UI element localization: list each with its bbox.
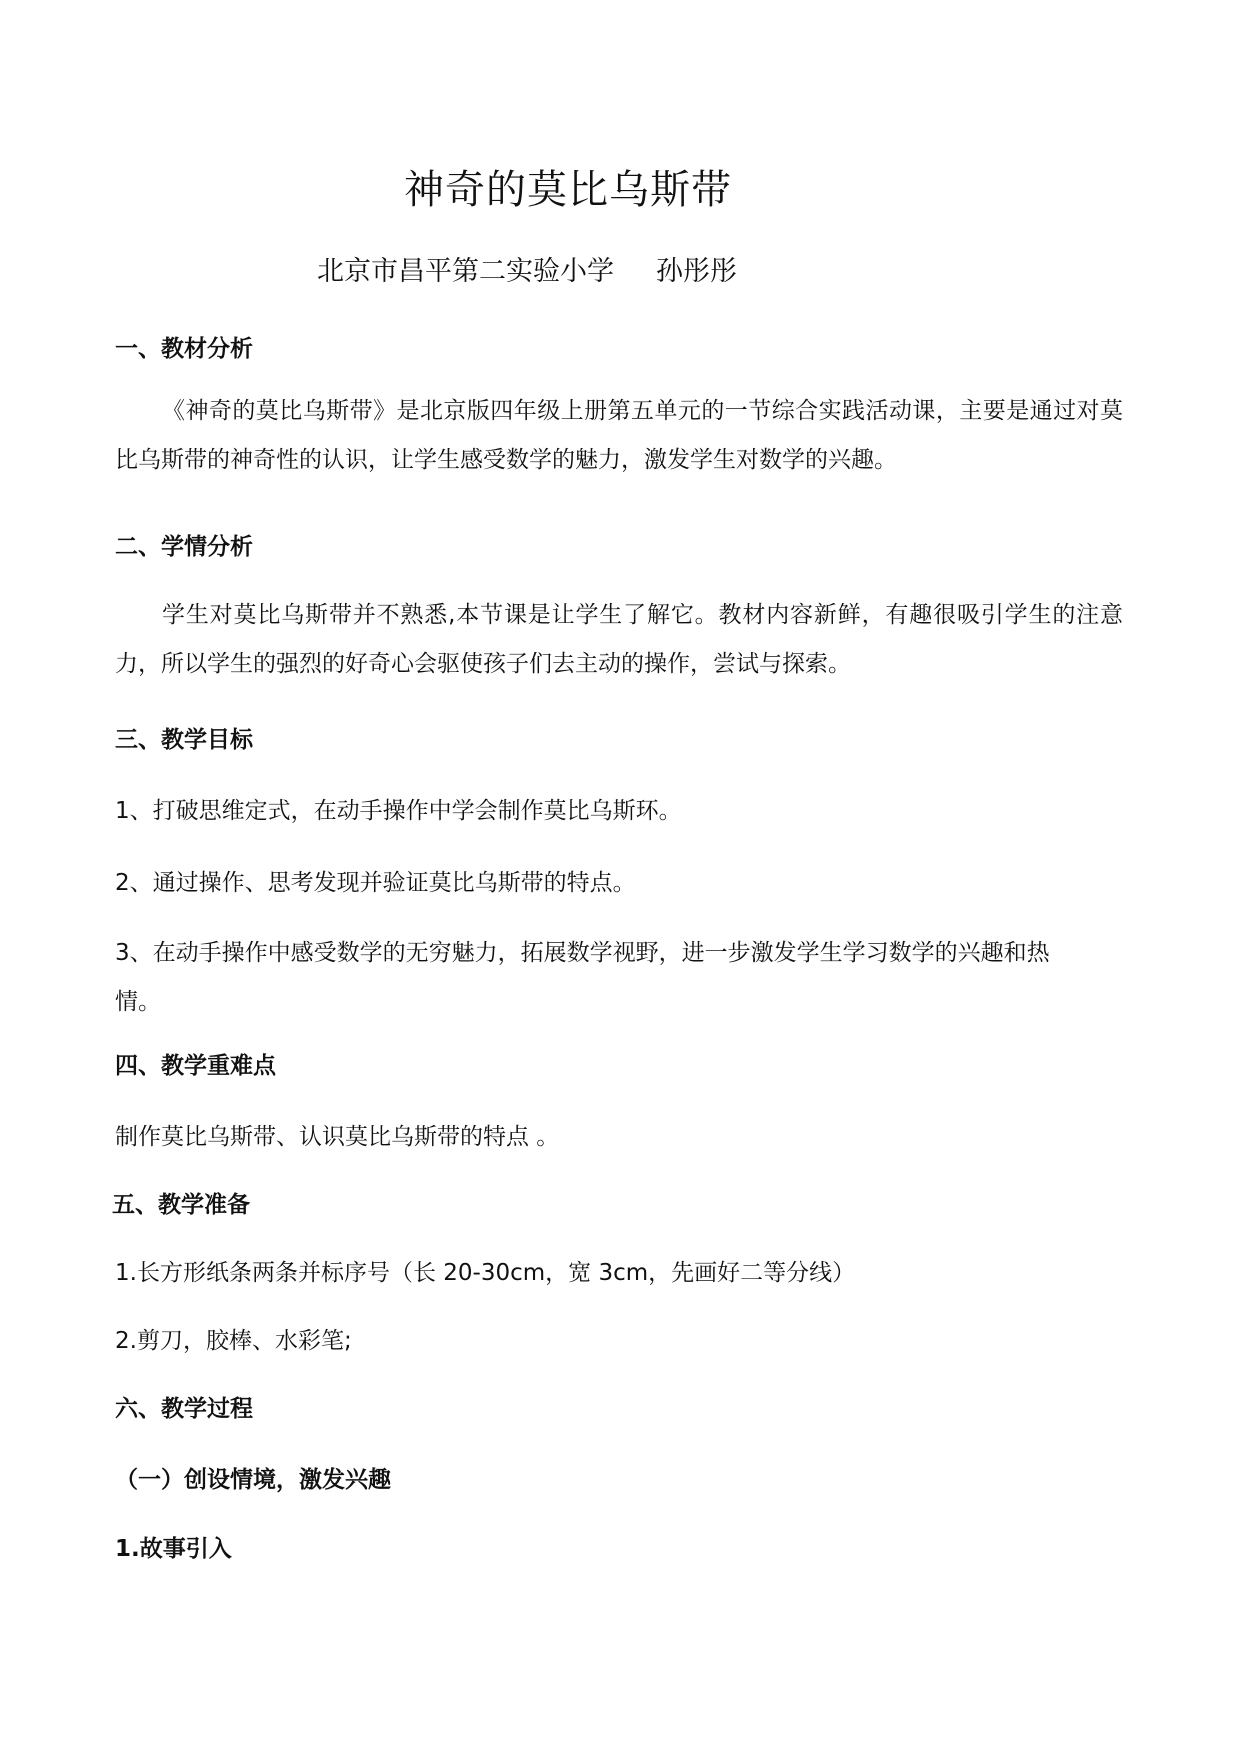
- paragraph-student-analysis: 学生对莫比乌斯带并不熟悉,本节课是让学生了解它。教材内容新鲜，有趣很吸引学生的注意力，所以学生的强烈的好奇心会驱使孩子们去主动的操作，尝试与探索。: [115, 602, 1123, 677]
- paragraph-textbook-analysis: 《神奇的莫比乌斯带》是北京版四年级上册第五单元的一节综合实践活动课，主要是通过对莫比乌斯带的神奇性的认识，让学生感受数学的魅力，激发学生对数学的兴趣。: [115, 398, 1123, 473]
- section-heading-teaching-process: 六、教学过程: [115, 1396, 253, 1422]
- list-item-goal-2: 2、通过操作、思考发现并验证莫比乌斯带的特点。: [115, 870, 636, 896]
- list-item-goal-3: 3、在动手操作中感受数学的无穷魅力，拓展数学视野，进一步激发学生学习数学的兴趣和热: [115, 940, 1050, 966]
- section-heading-student-analysis: 二、学情分析: [115, 534, 253, 560]
- list-item-preparation-2: 2.剪刀，胶棒、水彩笔;: [115, 1328, 352, 1354]
- list-item-goal-1: 1、打破思维定式，在动手操作中学会制作莫比乌斯环。: [115, 798, 682, 824]
- subheading-create-situation: （一）创设情境，激发兴趣: [115, 1467, 391, 1493]
- subheading-story-intro: 1.故事引入: [115, 1536, 232, 1562]
- section-heading-key-points: 四、教学重难点: [115, 1053, 276, 1079]
- author-school: 北京市昌平第二实验小学: [317, 256, 614, 287]
- paragraph-key-points: 制作莫比乌斯带、认识莫比乌斯带的特点 。: [115, 1124, 560, 1150]
- author-line: [317, 249, 737, 288]
- list-item-goal-3-continued: 情。: [115, 989, 161, 1015]
- page-title: 神奇的莫比乌斯带: [404, 167, 732, 213]
- section-heading-textbook-analysis: 一、教材分析: [115, 336, 253, 362]
- section-heading-preparation: 五、教学准备: [112, 1192, 250, 1218]
- author-name: 孙彤彤: [656, 256, 737, 287]
- list-item-preparation-1: 1.长方形纸条两条并标序号（长 20-30cm，宽 3cm，先画好二等分线）: [115, 1260, 856, 1286]
- section-heading-teaching-goals: 三、教学目标: [115, 727, 253, 753]
